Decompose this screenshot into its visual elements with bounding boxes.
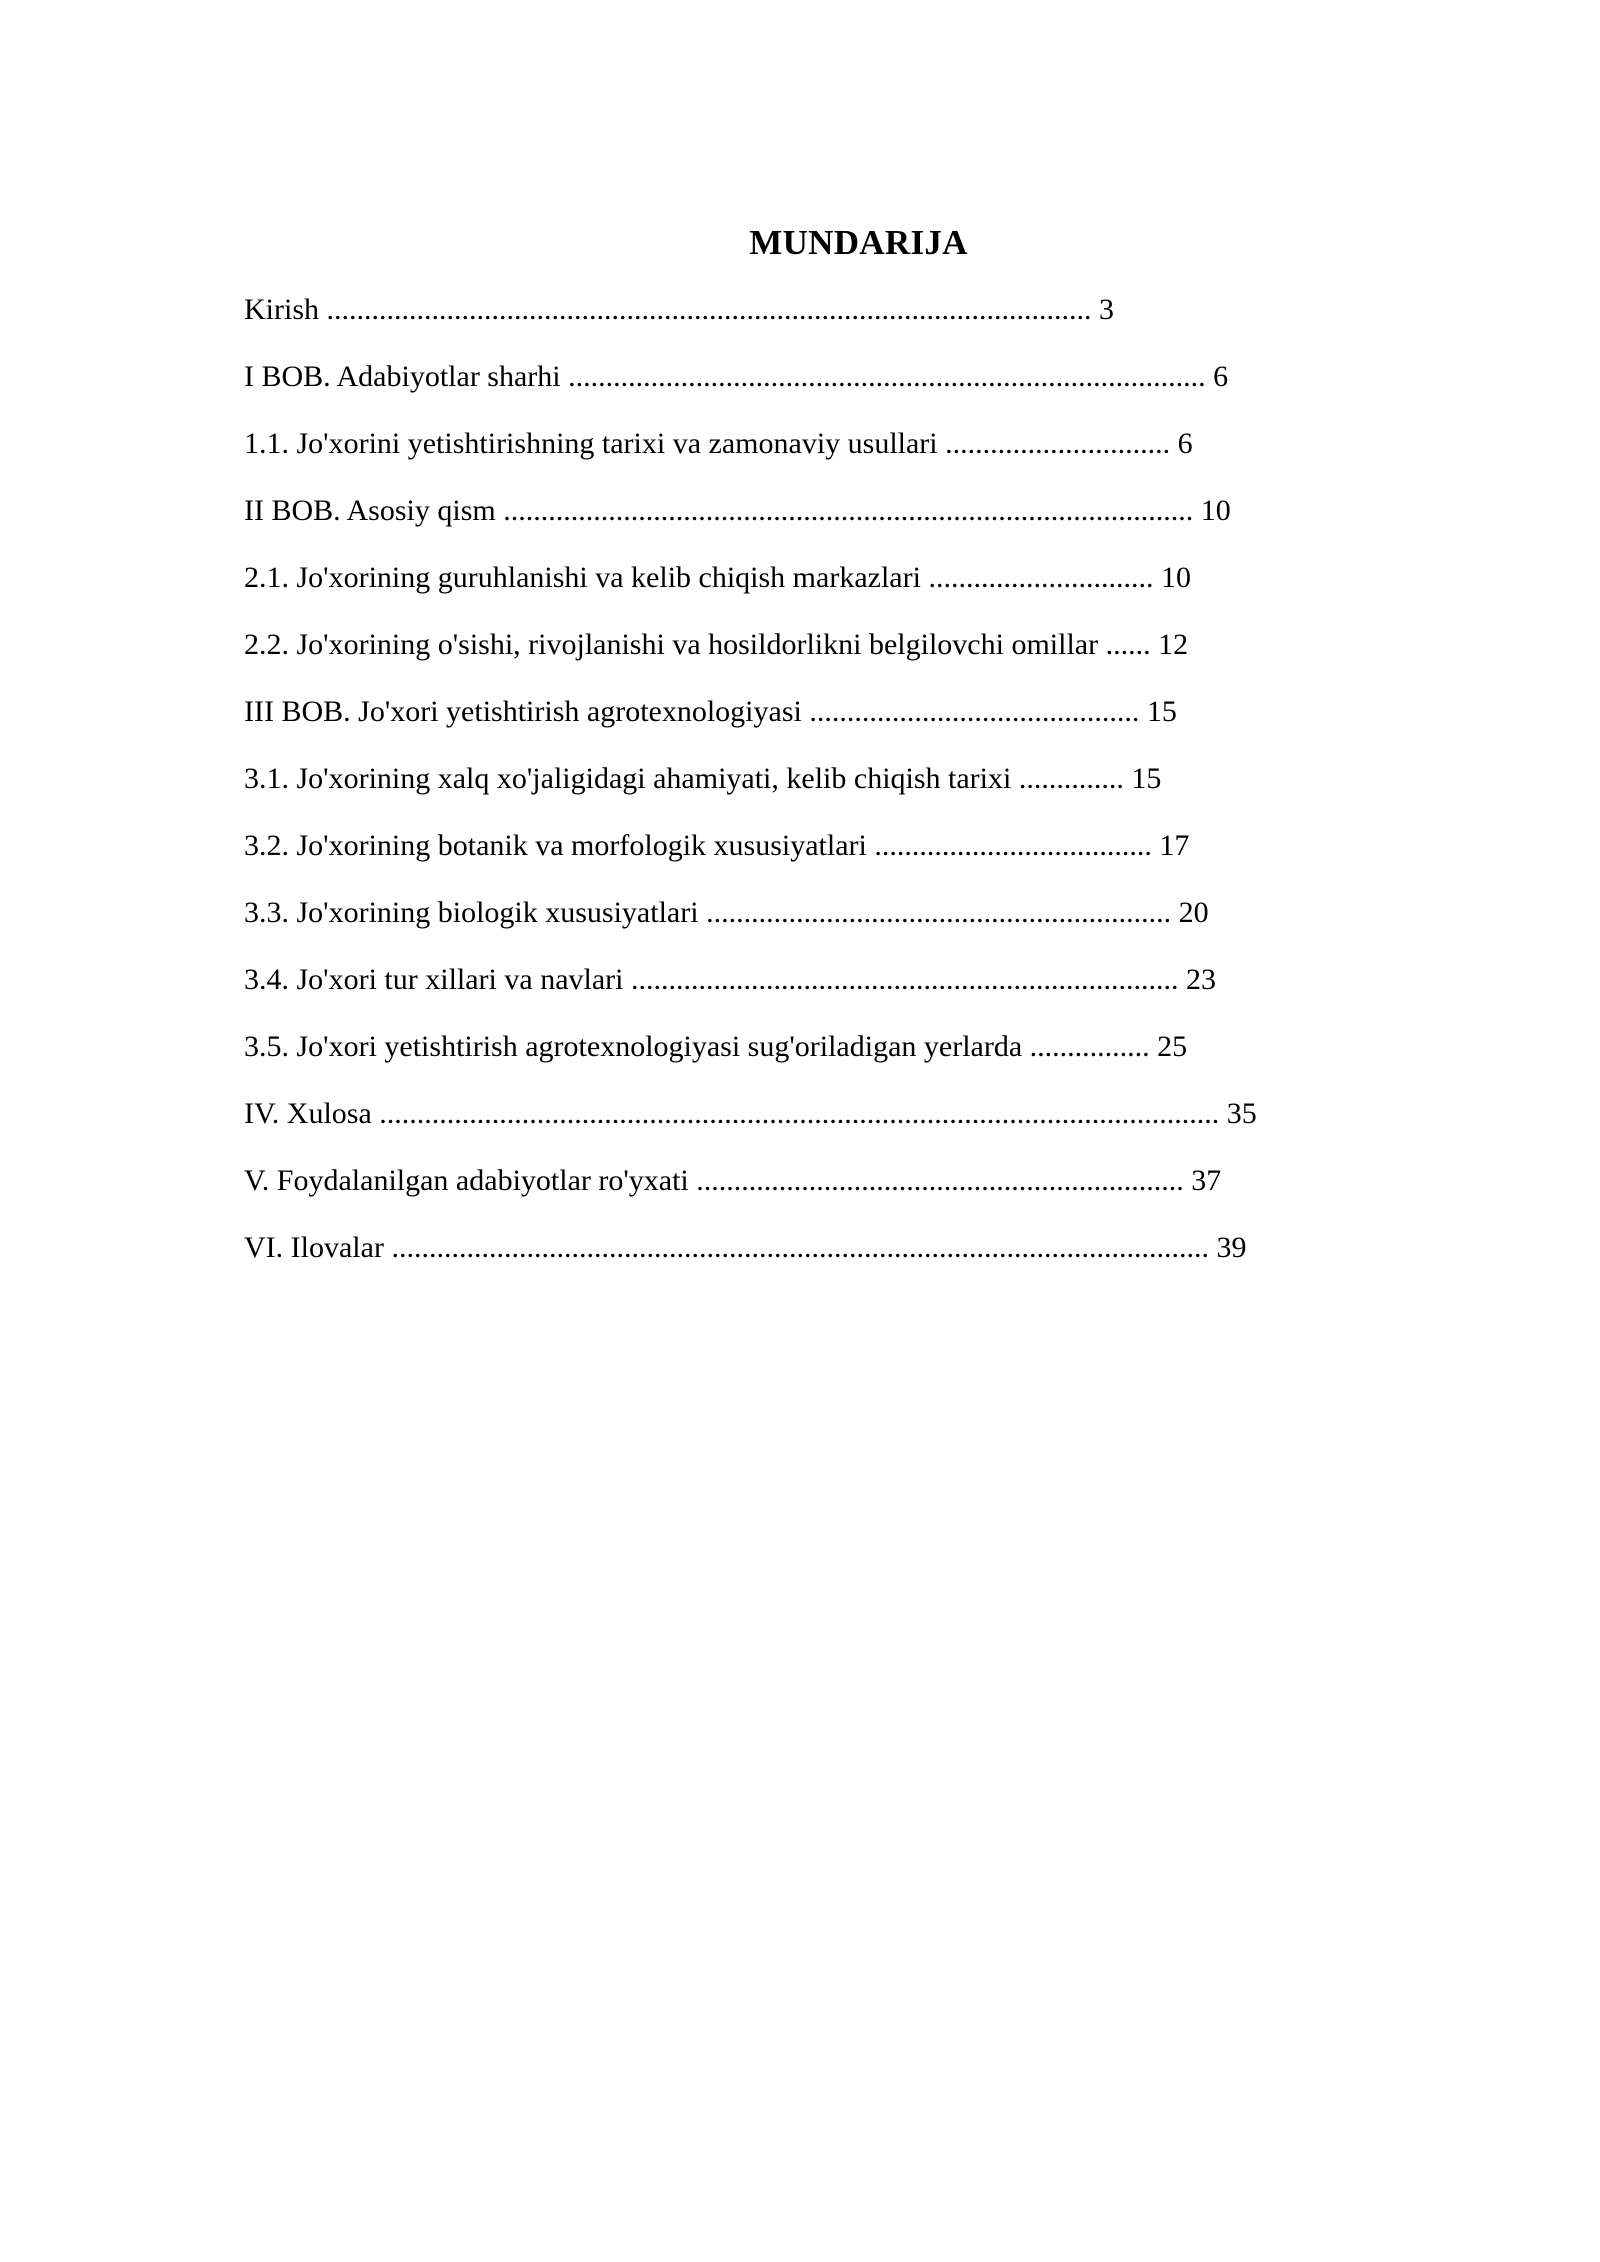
toc-page-number: 12	[1158, 628, 1189, 661]
toc-entry	[244, 1161, 1257, 1228]
toc-title: MUNDARIJA	[749, 223, 968, 262]
toc-entry	[244, 1094, 1257, 1161]
toc-dot-leader: .....................................................................................	[560, 360, 1214, 393]
toc-page-number: 37	[1191, 1164, 1222, 1197]
toc-entry-text: II BOB. Asosiy qism	[244, 494, 496, 527]
toc-dot-leader: .........................................................................	[623, 963, 1186, 996]
toc-entry-text: VI. Ilovalar	[244, 1231, 384, 1264]
toc-dot-leader: ......................................................................................................	[319, 293, 1099, 326]
toc-page-number: 35	[1226, 1097, 1257, 1130]
toc-entry-text: 3.1. Jo'xorining xalq xo'jaligidagi ahamiyati, kelib chiqish tarixi	[244, 762, 1012, 795]
toc-dot-leader: ......	[1098, 628, 1159, 661]
toc-page-number: 39	[1216, 1231, 1247, 1264]
toc-entry-text: V. Foydalanilgan adabiyotlar ro'yxati	[244, 1164, 689, 1197]
toc-dot-leader: .....................................	[866, 829, 1160, 862]
toc-dot-leader: ................................................................................................................	[371, 1097, 1227, 1130]
toc-dot-leader: ..............................	[937, 427, 1178, 460]
toc-entry-text: III BOB. Jo'xori yetishtirish agrotexnologiyasi	[244, 695, 802, 728]
toc-entry	[244, 424, 1257, 491]
toc-entry	[244, 1228, 1257, 1295]
toc-dot-leader: .................................................................	[688, 1164, 1192, 1197]
toc-entry	[244, 357, 1257, 424]
toc-page-number: 10	[1200, 494, 1231, 527]
toc-page-number: 10	[1160, 561, 1191, 594]
toc-page-number: 6	[1213, 360, 1229, 393]
toc-page-number: 3	[1099, 293, 1114, 326]
toc-entry	[244, 491, 1257, 558]
toc-entry-text: 3.2. Jo'xorining botanik va morfologik xususiyatlari	[244, 829, 867, 862]
toc-dot-leader: ..............	[1011, 762, 1132, 795]
toc-entry-text: 2.1. Jo'xorining guruhlanishi va kelib chiqish markazlari	[244, 561, 921, 594]
table-of-contents	[244, 290, 1257, 1295]
toc-dot-leader: ..............................................................	[698, 896, 1179, 929]
toc-dot-leader: ..............................	[920, 561, 1161, 594]
toc-dot-leader: ............................................	[801, 695, 1147, 728]
toc-page-number: 15	[1131, 762, 1162, 795]
toc-dot-leader: ................	[1022, 1030, 1158, 1063]
toc-entry	[244, 759, 1257, 826]
toc-entry-text: IV. Xulosa	[244, 1097, 372, 1130]
toc-page-number: 20	[1178, 896, 1209, 929]
toc-entry	[244, 960, 1257, 1027]
toc-page-number: 23	[1185, 963, 1216, 996]
toc-page-number: 17	[1159, 829, 1190, 862]
toc-entry-text: I BOB. Adabiyotlar sharhi	[244, 360, 561, 393]
toc-page-number: 15	[1146, 695, 1177, 728]
toc-page-number: 25	[1157, 1030, 1188, 1063]
toc-entry	[244, 290, 1257, 357]
toc-page-number: 6	[1177, 427, 1193, 460]
toc-entry	[244, 625, 1257, 692]
toc-entry-text: 2.2. Jo'xorining o'sishi, rivojlanishi va hosildorlikni belgilovchi omillar	[244, 628, 1099, 661]
toc-entry	[244, 692, 1257, 759]
toc-entry-text: Kirish	[244, 293, 319, 326]
toc-dot-leader: ............................................................................................	[495, 494, 1201, 527]
toc-entry	[244, 826, 1257, 893]
toc-entry-text: 3.3. Jo'xorining biologik xususiyatlari	[244, 896, 699, 929]
toc-entry	[244, 893, 1257, 960]
toc-entry-text: 3.5. Jo'xori yetishtirish agrotexnologiyasi sug'oriladigan yerlarda	[244, 1030, 1023, 1063]
toc-entry	[244, 558, 1257, 625]
toc-entry-text: 1.1. Jo'xorini yetishtirishning tarixi va zamonaviy usullari	[244, 427, 938, 460]
toc-entry	[244, 1027, 1257, 1094]
toc-entry-text: 3.4. Jo'xori tur xillari va navlari	[244, 963, 624, 996]
toc-dot-leader: .............................................................................................................	[383, 1231, 1217, 1264]
